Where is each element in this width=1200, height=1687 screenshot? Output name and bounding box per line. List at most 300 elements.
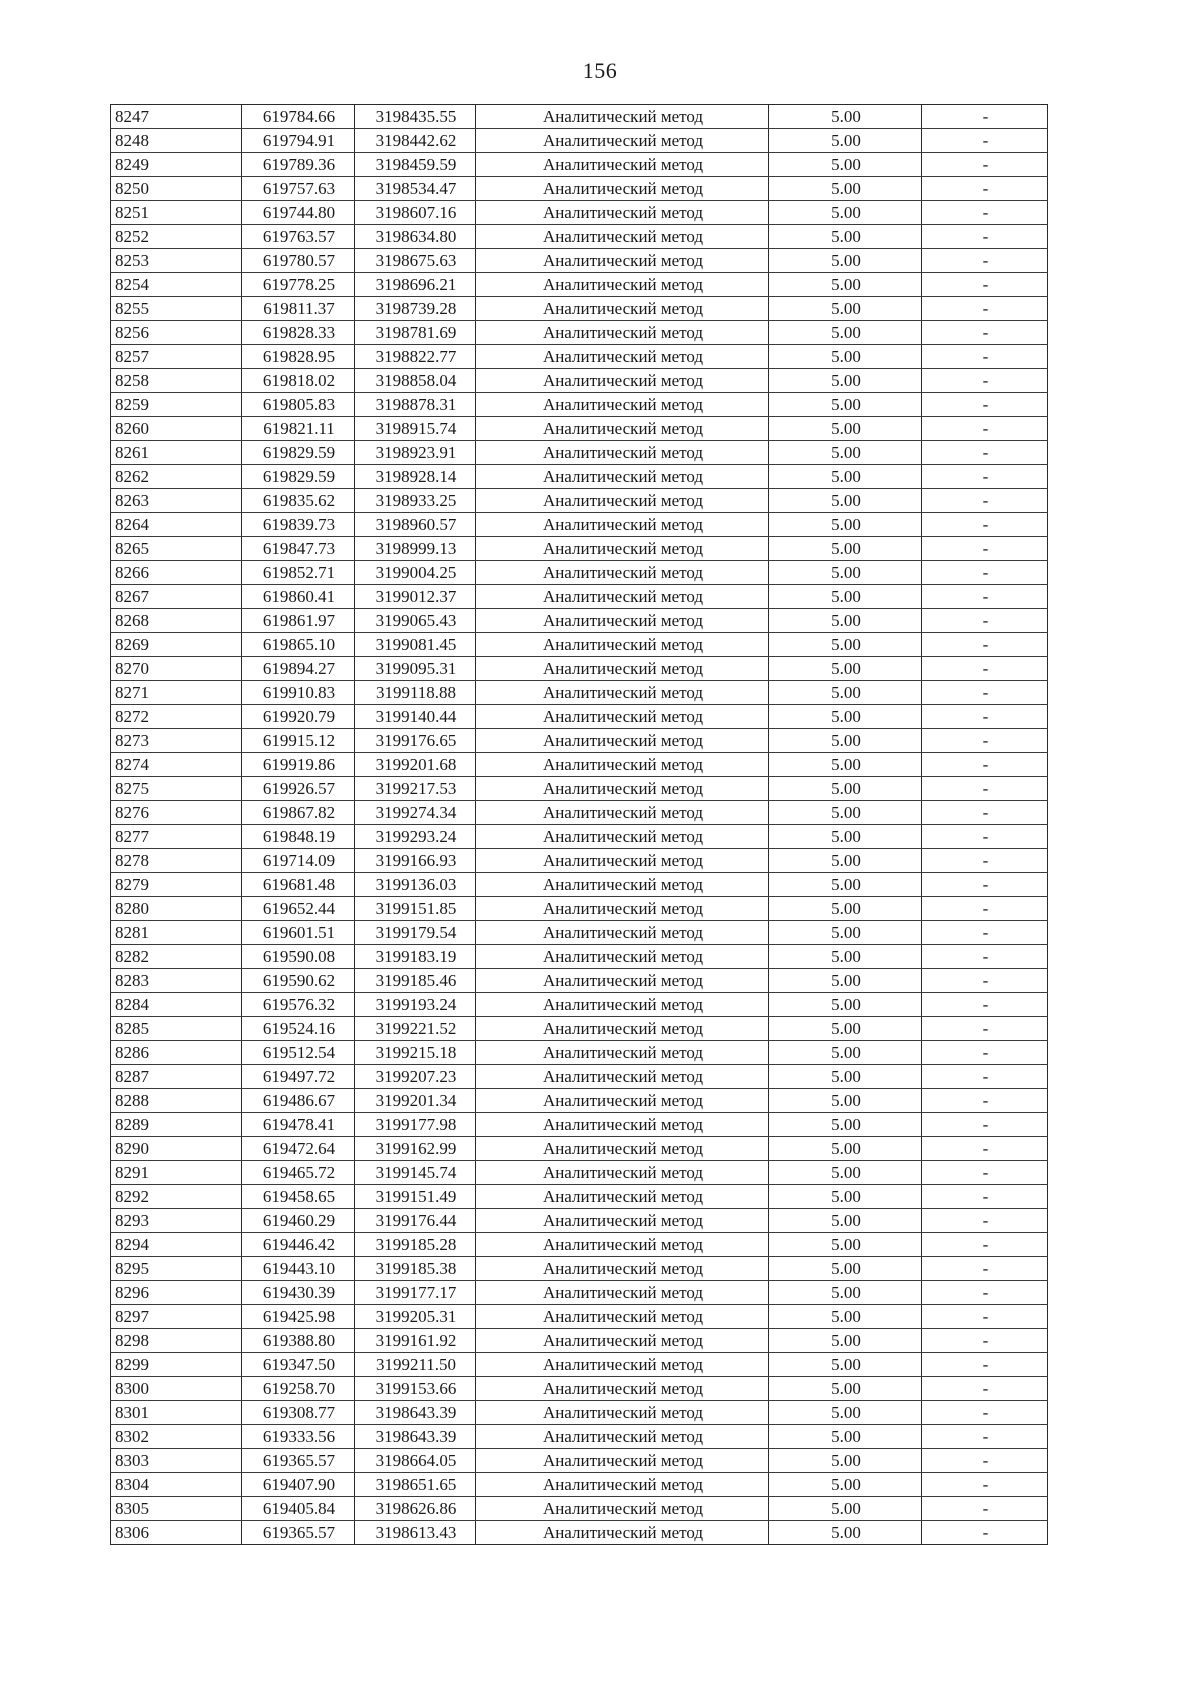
point-number-cell: 8270 bbox=[111, 657, 242, 681]
table-row bbox=[111, 489, 1048, 513]
table-row bbox=[111, 201, 1048, 225]
description-cell: - bbox=[922, 753, 1048, 777]
table-row bbox=[111, 153, 1048, 177]
y-coordinate-cell: 3199140.44 bbox=[355, 705, 476, 729]
description-cell: - bbox=[922, 177, 1048, 201]
table-row bbox=[111, 921, 1048, 945]
x-coordinate-cell: 619847.73 bbox=[242, 537, 355, 561]
description-cell: - bbox=[922, 1089, 1048, 1113]
point-number-cell: 8277 bbox=[111, 825, 242, 849]
method-cell: Аналитический метод bbox=[476, 465, 769, 489]
point-number-cell: 8284 bbox=[111, 993, 242, 1017]
description-cell: - bbox=[922, 849, 1048, 873]
x-coordinate-cell: 619829.59 bbox=[242, 441, 355, 465]
x-coordinate-cell: 619865.10 bbox=[242, 633, 355, 657]
y-coordinate-cell: 3198442.62 bbox=[355, 129, 476, 153]
x-coordinate-cell: 619576.32 bbox=[242, 993, 355, 1017]
precision-cell: 5.00 bbox=[769, 297, 922, 321]
point-number-cell: 8250 bbox=[111, 177, 242, 201]
method-cell: Аналитический метод bbox=[476, 297, 769, 321]
method-cell: Аналитический метод bbox=[476, 369, 769, 393]
table-row bbox=[111, 1449, 1048, 1473]
y-coordinate-cell: 3199179.54 bbox=[355, 921, 476, 945]
precision-cell: 5.00 bbox=[769, 1041, 922, 1065]
precision-cell: 5.00 bbox=[769, 561, 922, 585]
point-number-cell: 8295 bbox=[111, 1257, 242, 1281]
precision-cell: 5.00 bbox=[769, 1185, 922, 1209]
precision-cell: 5.00 bbox=[769, 1257, 922, 1281]
table-row bbox=[111, 825, 1048, 849]
precision-cell: 5.00 bbox=[769, 921, 922, 945]
method-cell: Аналитический метод bbox=[476, 849, 769, 873]
method-cell: Аналитический метод bbox=[476, 1137, 769, 1161]
point-number-cell: 8299 bbox=[111, 1353, 242, 1377]
method-cell: Аналитический метод bbox=[476, 273, 769, 297]
y-coordinate-cell: 3198675.63 bbox=[355, 249, 476, 273]
y-coordinate-cell: 3199166.93 bbox=[355, 849, 476, 873]
method-cell: Аналитический метод bbox=[476, 345, 769, 369]
x-coordinate-cell: 619308.77 bbox=[242, 1401, 355, 1425]
method-cell: Аналитический метод bbox=[476, 1473, 769, 1497]
x-coordinate-cell: 619258.70 bbox=[242, 1377, 355, 1401]
x-coordinate-cell: 619828.95 bbox=[242, 345, 355, 369]
precision-cell: 5.00 bbox=[769, 969, 922, 993]
y-coordinate-cell: 3199207.23 bbox=[355, 1065, 476, 1089]
table-row bbox=[111, 561, 1048, 585]
precision-cell: 5.00 bbox=[769, 609, 922, 633]
point-number-cell: 8257 bbox=[111, 345, 242, 369]
point-number-cell: 8282 bbox=[111, 945, 242, 969]
x-coordinate-cell: 619478.41 bbox=[242, 1113, 355, 1137]
x-coordinate-cell: 619512.54 bbox=[242, 1041, 355, 1065]
method-cell: Аналитический метод bbox=[476, 1065, 769, 1089]
y-coordinate-cell: 3198923.91 bbox=[355, 441, 476, 465]
description-cell: - bbox=[922, 1449, 1048, 1473]
description-cell: - bbox=[922, 633, 1048, 657]
table-row bbox=[111, 1305, 1048, 1329]
y-coordinate-cell: 3199193.24 bbox=[355, 993, 476, 1017]
x-coordinate-cell: 619829.59 bbox=[242, 465, 355, 489]
x-coordinate-cell: 619910.83 bbox=[242, 681, 355, 705]
method-cell: Аналитический метод bbox=[476, 1377, 769, 1401]
x-coordinate-cell: 619601.51 bbox=[242, 921, 355, 945]
table-row bbox=[111, 1137, 1048, 1161]
description-cell: - bbox=[922, 657, 1048, 681]
y-coordinate-cell: 3199012.37 bbox=[355, 585, 476, 609]
table-row bbox=[111, 321, 1048, 345]
description-cell: - bbox=[922, 201, 1048, 225]
description-cell: - bbox=[922, 129, 1048, 153]
page-number: 156 bbox=[582, 58, 618, 83]
description-cell: - bbox=[922, 729, 1048, 753]
point-number-cell: 8253 bbox=[111, 249, 242, 273]
description-cell: - bbox=[922, 537, 1048, 561]
y-coordinate-cell: 3198960.57 bbox=[355, 513, 476, 537]
description-cell: - bbox=[922, 1353, 1048, 1377]
description-cell: - bbox=[922, 1113, 1048, 1137]
point-number-cell: 8297 bbox=[111, 1305, 242, 1329]
method-cell: Аналитический метод bbox=[476, 489, 769, 513]
point-number-cell: 8252 bbox=[111, 225, 242, 249]
table-row bbox=[111, 1065, 1048, 1089]
x-coordinate-cell: 619465.72 bbox=[242, 1161, 355, 1185]
table-row bbox=[111, 225, 1048, 249]
description-cell: - bbox=[922, 873, 1048, 897]
method-cell: Аналитический метод bbox=[476, 1113, 769, 1137]
x-coordinate-cell: 619763.57 bbox=[242, 225, 355, 249]
method-cell: Аналитический метод bbox=[476, 873, 769, 897]
description-cell: - bbox=[922, 1473, 1048, 1497]
method-cell: Аналитический метод bbox=[476, 921, 769, 945]
precision-cell: 5.00 bbox=[769, 993, 922, 1017]
table-row bbox=[111, 129, 1048, 153]
description-cell: - bbox=[922, 1305, 1048, 1329]
method-cell: Аналитический метод bbox=[476, 633, 769, 657]
precision-cell: 5.00 bbox=[769, 273, 922, 297]
point-number-cell: 8248 bbox=[111, 129, 242, 153]
method-cell: Аналитический метод bbox=[476, 681, 769, 705]
precision-cell: 5.00 bbox=[769, 489, 922, 513]
precision-cell: 5.00 bbox=[769, 1233, 922, 1257]
table-row bbox=[111, 249, 1048, 273]
y-coordinate-cell: 3199161.92 bbox=[355, 1329, 476, 1353]
precision-cell: 5.00 bbox=[769, 105, 922, 129]
description-cell: - bbox=[922, 1161, 1048, 1185]
table-row bbox=[111, 801, 1048, 825]
y-coordinate-cell: 3199065.43 bbox=[355, 609, 476, 633]
x-coordinate-cell: 619443.10 bbox=[242, 1257, 355, 1281]
y-coordinate-cell: 3199201.68 bbox=[355, 753, 476, 777]
y-coordinate-cell: 3198613.43 bbox=[355, 1521, 476, 1545]
x-coordinate-cell: 619805.83 bbox=[242, 393, 355, 417]
point-number-cell: 8292 bbox=[111, 1185, 242, 1209]
method-cell: Аналитический метод bbox=[476, 705, 769, 729]
y-coordinate-cell: 3199221.52 bbox=[355, 1017, 476, 1041]
y-coordinate-cell: 3198459.59 bbox=[355, 153, 476, 177]
x-coordinate-cell: 619861.97 bbox=[242, 609, 355, 633]
precision-cell: 5.00 bbox=[769, 249, 922, 273]
y-coordinate-cell: 3199177.17 bbox=[355, 1281, 476, 1305]
method-cell: Аналитический метод bbox=[476, 753, 769, 777]
description-cell: - bbox=[922, 897, 1048, 921]
y-coordinate-cell: 3198651.65 bbox=[355, 1473, 476, 1497]
point-number-cell: 8268 bbox=[111, 609, 242, 633]
method-cell: Аналитический метод bbox=[476, 105, 769, 129]
y-coordinate-cell: 3198781.69 bbox=[355, 321, 476, 345]
table-row bbox=[111, 1521, 1048, 1545]
precision-cell: 5.00 bbox=[769, 465, 922, 489]
x-coordinate-cell: 619919.86 bbox=[242, 753, 355, 777]
description-cell: - bbox=[922, 1281, 1048, 1305]
table-row bbox=[111, 897, 1048, 921]
description-cell: - bbox=[922, 705, 1048, 729]
method-cell: Аналитический метод bbox=[476, 201, 769, 225]
description-cell: - bbox=[922, 1401, 1048, 1425]
table-row bbox=[111, 849, 1048, 873]
table-row bbox=[111, 417, 1048, 441]
method-cell: Аналитический метод bbox=[476, 1449, 769, 1473]
y-coordinate-cell: 3198664.05 bbox=[355, 1449, 476, 1473]
y-coordinate-cell: 3198999.13 bbox=[355, 537, 476, 561]
y-coordinate-cell: 3199293.24 bbox=[355, 825, 476, 849]
point-number-cell: 8301 bbox=[111, 1401, 242, 1425]
y-coordinate-cell: 3199205.31 bbox=[355, 1305, 476, 1329]
description-cell: - bbox=[922, 1329, 1048, 1353]
precision-cell: 5.00 bbox=[769, 441, 922, 465]
precision-cell: 5.00 bbox=[769, 633, 922, 657]
description-cell: - bbox=[922, 105, 1048, 129]
description-cell: - bbox=[922, 1257, 1048, 1281]
method-cell: Аналитический метод bbox=[476, 1161, 769, 1185]
precision-cell: 5.00 bbox=[769, 657, 922, 681]
precision-cell: 5.00 bbox=[769, 153, 922, 177]
description-cell: - bbox=[922, 321, 1048, 345]
coordinates-table bbox=[110, 104, 1048, 1545]
precision-cell: 5.00 bbox=[769, 705, 922, 729]
point-number-cell: 8273 bbox=[111, 729, 242, 753]
point-number-cell: 8287 bbox=[111, 1065, 242, 1089]
method-cell: Аналитический метод bbox=[476, 1089, 769, 1113]
point-number-cell: 8274 bbox=[111, 753, 242, 777]
x-coordinate-cell: 619780.57 bbox=[242, 249, 355, 273]
table-row bbox=[111, 1401, 1048, 1425]
x-coordinate-cell: 619811.37 bbox=[242, 297, 355, 321]
point-number-cell: 8283 bbox=[111, 969, 242, 993]
point-number-cell: 8291 bbox=[111, 1161, 242, 1185]
point-number-cell: 8288 bbox=[111, 1089, 242, 1113]
y-coordinate-cell: 3199151.85 bbox=[355, 897, 476, 921]
x-coordinate-cell: 619794.91 bbox=[242, 129, 355, 153]
method-cell: Аналитический метод bbox=[476, 1329, 769, 1353]
x-coordinate-cell: 619789.36 bbox=[242, 153, 355, 177]
description-cell: - bbox=[922, 561, 1048, 585]
coordinates-table-body bbox=[111, 105, 1048, 1545]
precision-cell: 5.00 bbox=[769, 681, 922, 705]
table-row bbox=[111, 1281, 1048, 1305]
point-number-cell: 8300 bbox=[111, 1377, 242, 1401]
precision-cell: 5.00 bbox=[769, 753, 922, 777]
y-coordinate-cell: 3199151.49 bbox=[355, 1185, 476, 1209]
description-cell: - bbox=[922, 465, 1048, 489]
method-cell: Аналитический метод bbox=[476, 225, 769, 249]
precision-cell: 5.00 bbox=[769, 513, 922, 537]
y-coordinate-cell: 3199081.45 bbox=[355, 633, 476, 657]
description-cell: - bbox=[922, 225, 1048, 249]
precision-cell: 5.00 bbox=[769, 777, 922, 801]
point-number-cell: 8258 bbox=[111, 369, 242, 393]
method-cell: Аналитический метод bbox=[476, 417, 769, 441]
y-coordinate-cell: 3199274.34 bbox=[355, 801, 476, 825]
table-row bbox=[111, 729, 1048, 753]
point-number-cell: 8285 bbox=[111, 1017, 242, 1041]
description-cell: - bbox=[922, 921, 1048, 945]
description-cell: - bbox=[922, 1233, 1048, 1257]
x-coordinate-cell: 619407.90 bbox=[242, 1473, 355, 1497]
method-cell: Аналитический метод bbox=[476, 1209, 769, 1233]
table-row bbox=[111, 633, 1048, 657]
table-row bbox=[111, 681, 1048, 705]
x-coordinate-cell: 619915.12 bbox=[242, 729, 355, 753]
x-coordinate-cell: 619757.63 bbox=[242, 177, 355, 201]
point-number-cell: 8256 bbox=[111, 321, 242, 345]
point-number-cell: 8296 bbox=[111, 1281, 242, 1305]
table-row bbox=[111, 609, 1048, 633]
table-row bbox=[111, 1089, 1048, 1113]
x-coordinate-cell: 619590.62 bbox=[242, 969, 355, 993]
table-row bbox=[111, 969, 1048, 993]
table-row bbox=[111, 1233, 1048, 1257]
precision-cell: 5.00 bbox=[769, 1425, 922, 1449]
point-number-cell: 8247 bbox=[111, 105, 242, 129]
precision-cell: 5.00 bbox=[769, 1401, 922, 1425]
table-row bbox=[111, 873, 1048, 897]
x-coordinate-cell: 619486.67 bbox=[242, 1089, 355, 1113]
x-coordinate-cell: 619926.57 bbox=[242, 777, 355, 801]
description-cell: - bbox=[922, 681, 1048, 705]
point-number-cell: 8275 bbox=[111, 777, 242, 801]
description-cell: - bbox=[922, 249, 1048, 273]
table-row bbox=[111, 177, 1048, 201]
method-cell: Аналитический метод bbox=[476, 801, 769, 825]
precision-cell: 5.00 bbox=[769, 1473, 922, 1497]
description-cell: - bbox=[922, 825, 1048, 849]
description-cell: - bbox=[922, 417, 1048, 441]
table-row bbox=[111, 1425, 1048, 1449]
x-coordinate-cell: 619430.39 bbox=[242, 1281, 355, 1305]
point-number-cell: 8279 bbox=[111, 873, 242, 897]
table-row bbox=[111, 993, 1048, 1017]
method-cell: Аналитический метод bbox=[476, 1257, 769, 1281]
point-number-cell: 8278 bbox=[111, 849, 242, 873]
description-cell: - bbox=[922, 945, 1048, 969]
x-coordinate-cell: 619835.62 bbox=[242, 489, 355, 513]
y-coordinate-cell: 3199185.28 bbox=[355, 1233, 476, 1257]
x-coordinate-cell: 619497.72 bbox=[242, 1065, 355, 1089]
point-number-cell: 8263 bbox=[111, 489, 242, 513]
precision-cell: 5.00 bbox=[769, 897, 922, 921]
y-coordinate-cell: 3198915.74 bbox=[355, 417, 476, 441]
description-cell: - bbox=[922, 513, 1048, 537]
description-cell: - bbox=[922, 1065, 1048, 1089]
table-row bbox=[111, 1473, 1048, 1497]
point-number-cell: 8293 bbox=[111, 1209, 242, 1233]
x-coordinate-cell: 619681.48 bbox=[242, 873, 355, 897]
point-number-cell: 8269 bbox=[111, 633, 242, 657]
x-coordinate-cell: 619839.73 bbox=[242, 513, 355, 537]
method-cell: Аналитический метод bbox=[476, 1401, 769, 1425]
x-coordinate-cell: 619365.57 bbox=[242, 1449, 355, 1473]
precision-cell: 5.00 bbox=[769, 1449, 922, 1473]
method-cell: Аналитический метод bbox=[476, 1185, 769, 1209]
precision-cell: 5.00 bbox=[769, 201, 922, 225]
precision-cell: 5.00 bbox=[769, 1017, 922, 1041]
point-number-cell: 8280 bbox=[111, 897, 242, 921]
precision-cell: 5.00 bbox=[769, 825, 922, 849]
x-coordinate-cell: 619852.71 bbox=[242, 561, 355, 585]
precision-cell: 5.00 bbox=[769, 1089, 922, 1113]
x-coordinate-cell: 619894.27 bbox=[242, 657, 355, 681]
x-coordinate-cell: 619828.33 bbox=[242, 321, 355, 345]
point-number-cell: 8290 bbox=[111, 1137, 242, 1161]
precision-cell: 5.00 bbox=[769, 801, 922, 825]
method-cell: Аналитический метод bbox=[476, 441, 769, 465]
table-row bbox=[111, 1017, 1048, 1041]
table-row bbox=[111, 1113, 1048, 1137]
table-row bbox=[111, 537, 1048, 561]
point-number-cell: 8255 bbox=[111, 297, 242, 321]
method-cell: Аналитический метод bbox=[476, 1497, 769, 1521]
x-coordinate-cell: 619784.66 bbox=[242, 105, 355, 129]
point-number-cell: 8298 bbox=[111, 1329, 242, 1353]
table-row bbox=[111, 1257, 1048, 1281]
precision-cell: 5.00 bbox=[769, 393, 922, 417]
description-cell: - bbox=[922, 153, 1048, 177]
point-number-cell: 8305 bbox=[111, 1497, 242, 1521]
table-row bbox=[111, 1041, 1048, 1065]
x-coordinate-cell: 619744.80 bbox=[242, 201, 355, 225]
description-cell: - bbox=[922, 609, 1048, 633]
description-cell: - bbox=[922, 1377, 1048, 1401]
precision-cell: 5.00 bbox=[769, 129, 922, 153]
description-cell: - bbox=[922, 1425, 1048, 1449]
table-row bbox=[111, 297, 1048, 321]
point-number-cell: 8249 bbox=[111, 153, 242, 177]
method-cell: Аналитический метод bbox=[476, 1281, 769, 1305]
description-cell: - bbox=[922, 777, 1048, 801]
description-cell: - bbox=[922, 297, 1048, 321]
table-row bbox=[111, 1209, 1048, 1233]
x-coordinate-cell: 619821.11 bbox=[242, 417, 355, 441]
y-coordinate-cell: 3199211.50 bbox=[355, 1353, 476, 1377]
x-coordinate-cell: 619472.64 bbox=[242, 1137, 355, 1161]
method-cell: Аналитический метод bbox=[476, 585, 769, 609]
x-coordinate-cell: 619652.44 bbox=[242, 897, 355, 921]
table-row bbox=[111, 441, 1048, 465]
x-coordinate-cell: 619860.41 bbox=[242, 585, 355, 609]
x-coordinate-cell: 619818.02 bbox=[242, 369, 355, 393]
y-coordinate-cell: 3199145.74 bbox=[355, 1161, 476, 1185]
y-coordinate-cell: 3198696.21 bbox=[355, 273, 476, 297]
table-row bbox=[111, 1497, 1048, 1521]
table-row bbox=[111, 1329, 1048, 1353]
method-cell: Аналитический метод bbox=[476, 1305, 769, 1329]
point-number-cell: 8276 bbox=[111, 801, 242, 825]
x-coordinate-cell: 619714.09 bbox=[242, 849, 355, 873]
x-coordinate-cell: 619460.29 bbox=[242, 1209, 355, 1233]
method-cell: Аналитический метод bbox=[476, 537, 769, 561]
y-coordinate-cell: 3198607.16 bbox=[355, 201, 476, 225]
precision-cell: 5.00 bbox=[769, 1113, 922, 1137]
precision-cell: 5.00 bbox=[769, 1161, 922, 1185]
precision-cell: 5.00 bbox=[769, 945, 922, 969]
point-number-cell: 8271 bbox=[111, 681, 242, 705]
x-coordinate-cell: 619778.25 bbox=[242, 273, 355, 297]
y-coordinate-cell: 3198643.39 bbox=[355, 1401, 476, 1425]
description-cell: - bbox=[922, 345, 1048, 369]
description-cell: - bbox=[922, 489, 1048, 513]
table-row bbox=[111, 1353, 1048, 1377]
method-cell: Аналитический метод bbox=[476, 777, 769, 801]
y-coordinate-cell: 3199177.98 bbox=[355, 1113, 476, 1137]
precision-cell: 5.00 bbox=[769, 177, 922, 201]
y-coordinate-cell: 3198822.77 bbox=[355, 345, 476, 369]
y-coordinate-cell: 3198928.14 bbox=[355, 465, 476, 489]
x-coordinate-cell: 619405.84 bbox=[242, 1497, 355, 1521]
y-coordinate-cell: 3199185.38 bbox=[355, 1257, 476, 1281]
y-coordinate-cell: 3199215.18 bbox=[355, 1041, 476, 1065]
x-coordinate-cell: 619347.50 bbox=[242, 1353, 355, 1377]
table-row bbox=[111, 345, 1048, 369]
